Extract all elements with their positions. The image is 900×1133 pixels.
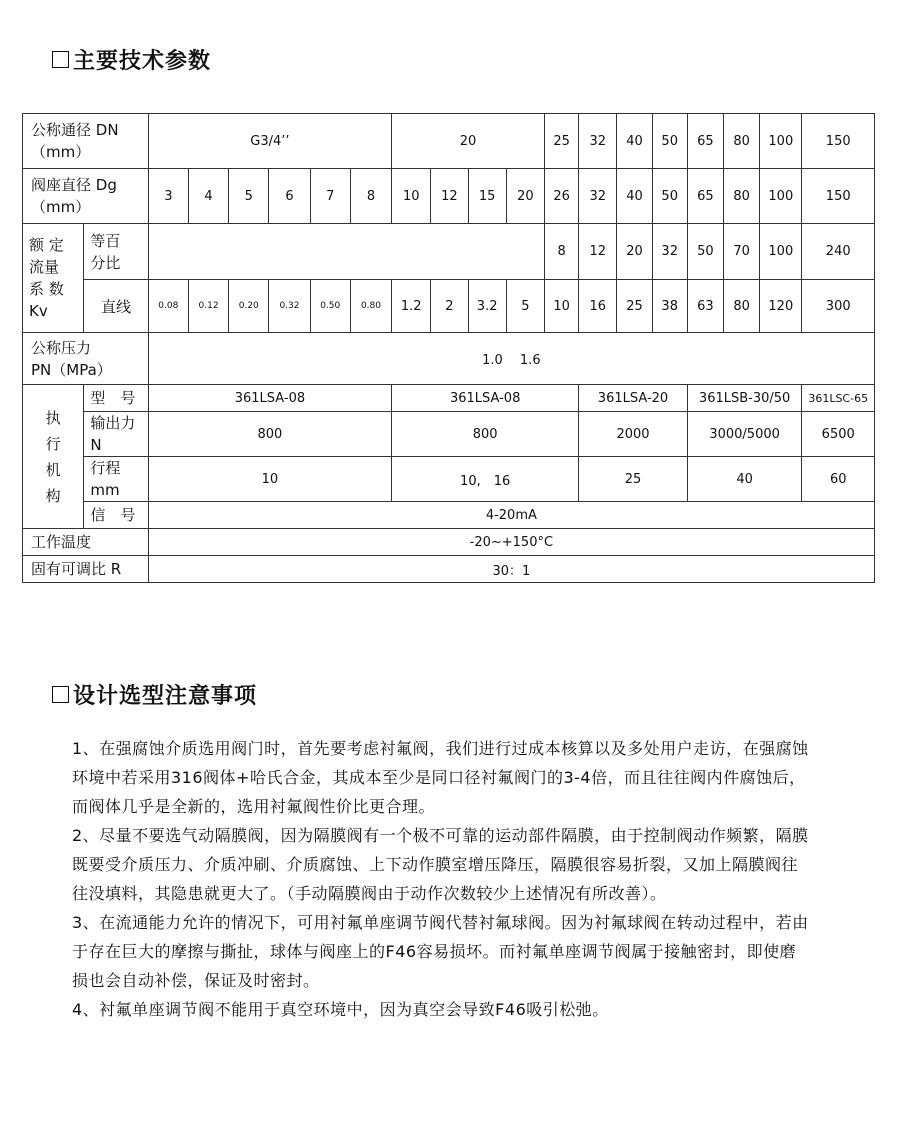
dg-cell: 3: [148, 169, 188, 224]
dg-cell: 50: [652, 169, 687, 224]
eq-cell: 20: [617, 224, 652, 280]
checkbox-square-icon: [52, 51, 69, 68]
lin-cell: 38: [652, 280, 687, 333]
stroke-cell: 10, 16: [392, 457, 579, 502]
stroke-label: 行程 mm: [84, 457, 148, 502]
checkbox-square-icon: [52, 686, 69, 703]
dg-cell: 15: [468, 169, 506, 224]
notes-list: [72, 734, 812, 1024]
model-cell: 361LSC-65: [802, 385, 875, 412]
signal-label: 信 号: [84, 502, 148, 529]
dn-cell: G3/4’’: [148, 114, 391, 169]
dg-cell: 100: [760, 169, 802, 224]
actuator-char: 执: [45, 408, 61, 427]
force-cell: 800: [392, 412, 579, 457]
dn-label-text: 公称通径 DN （mm）: [31, 121, 119, 161]
note-paragraph: 3、在流通能力允许的情况下，可用衬氟单座调节阀代替衬氟球阀。因为衬氟球阀在转动过程中，若由于存在巨大的摩擦与撕扯，球体与阀座上的F46容易损坏。而衬氟单座调节阀属于接触密封，即使磨损也会自动补偿，保证及时密封。: [72, 913, 809, 990]
dn-cell: 20: [392, 114, 545, 169]
force-cell: 800: [148, 412, 391, 457]
dn-cell: 50: [652, 114, 687, 169]
ratio-label: 固有可调比 R: [23, 556, 149, 583]
row-kv-linear: [23, 280, 875, 333]
dg-cell: 6: [269, 169, 310, 224]
row-signal: [23, 502, 875, 529]
lin-cell: 300: [802, 280, 875, 333]
lin-cell: 16: [579, 280, 617, 333]
lin-cell: 5: [506, 280, 544, 333]
lin-cell: 80: [724, 280, 760, 333]
row-force: [23, 412, 875, 457]
note-paragraph: 4、衬氟单座调节阀不能用于真空环境中，因为真空会导致F46吸引松弛。: [72, 1000, 609, 1019]
row-temp: [23, 529, 875, 556]
lin-cell: 25: [617, 280, 652, 333]
dn-cell: 100: [760, 114, 802, 169]
row-kv-eq: [23, 224, 875, 280]
eq-cell: 240: [802, 224, 875, 280]
dg-cell: 65: [687, 169, 723, 224]
eq-cell: 32: [652, 224, 687, 280]
lin-cell: 0.50: [310, 280, 350, 333]
lin-cell: 3.2: [468, 280, 506, 333]
stroke-cell: 10: [148, 457, 391, 502]
eq-cell: 70: [724, 224, 760, 280]
dg-label-text: 阀座直径 Dg （mm）: [31, 176, 117, 216]
lin-cell: 0.12: [188, 280, 228, 333]
linear-label: 直线: [84, 280, 148, 333]
stroke-cell: 40: [687, 457, 802, 502]
dg-cell: 4: [188, 169, 228, 224]
stroke-cell: 25: [579, 457, 688, 502]
row-stroke: [23, 457, 875, 502]
dn-cell: 32: [579, 114, 617, 169]
note-paragraph: 2、尽量不要选气动隔膜阀，因为隔膜阀有一个极不可靠的运动部件隔膜，由于控制阀动作频繁，隔膜既要受介质压力、介质冲刷、介质腐蚀、上下动作膜室增压降压，隔膜很容易折裂，又加上隔膜阀往往没填料，其隐患就更大了。（手动隔膜阀由于动作次数较少上述情况有所改善）。: [72, 826, 809, 903]
temp-label: 工作温度: [23, 529, 149, 556]
kv-label-b: 系 数 Kv: [29, 280, 64, 320]
dg-cell: 40: [617, 169, 652, 224]
dg-cell: 8: [350, 169, 391, 224]
pn-value: 1.0 1.6: [148, 333, 874, 385]
ratio-value: 30：1: [148, 556, 874, 583]
eq-empty-cell: [148, 224, 544, 280]
force-cell: 6500: [802, 412, 875, 457]
dg-cell: 32: [579, 169, 617, 224]
actuator-char: 行: [45, 434, 61, 453]
dg-cell: 12: [431, 169, 468, 224]
eq-cell: 12: [579, 224, 617, 280]
eq-cell: 50: [687, 224, 723, 280]
lin-cell: 1.2: [392, 280, 431, 333]
eq-cell: 8: [545, 224, 579, 280]
row-dg: [23, 169, 875, 224]
note-paragraph: 1、在强腐蚀介质选用阀门时，首先要考虑衬氟阀，我们进行过成本核算以及多处用户走访，在强腐蚀环境中若采用316阀体+哈氏合金，其成本至少是同口径衬氟阀门的3-4倍，而且往往阀内件腐蚀后，而阀体几乎是全新的，选用衬氟阀性价比更合理。: [72, 739, 809, 816]
kv-label: [23, 224, 84, 333]
force-cell: 2000: [579, 412, 688, 457]
temp-value: -20~+150°C: [148, 529, 874, 556]
lin-cell: 0.08: [148, 280, 188, 333]
dn-cell: 80: [724, 114, 760, 169]
lin-cell: 2: [431, 280, 468, 333]
model-cell: 361LSB-30/50: [687, 385, 802, 412]
dg-cell: 80: [724, 169, 760, 224]
section-title-text: 主要技术参数: [73, 49, 212, 74]
row-dn: [23, 114, 875, 169]
dg-cell: 10: [392, 169, 431, 224]
lin-cell: 0.32: [269, 280, 310, 333]
lin-cell: 63: [687, 280, 723, 333]
dn-cell: 25: [545, 114, 579, 169]
force-cell: 3000/5000: [687, 412, 802, 457]
row-ratio: [23, 556, 875, 583]
actuator-char: 机: [45, 460, 61, 479]
signal-value: 4-20mA: [148, 502, 874, 529]
model-cell: 361LSA-08: [148, 385, 391, 412]
actuator-label: [23, 385, 84, 529]
lin-cell: 0.80: [350, 280, 391, 333]
dg-label: [23, 169, 149, 224]
eq-label: [84, 224, 148, 280]
model-cell: 361LSA-08: [392, 385, 579, 412]
stroke-cell: 60: [802, 457, 875, 502]
dg-cell: 7: [310, 169, 350, 224]
kv-label-a: 额 定 流量: [29, 236, 64, 276]
lin-cell: 10: [545, 280, 579, 333]
section-title-specs: [52, 44, 211, 75]
dn-cell: 40: [617, 114, 652, 169]
row-model: [23, 385, 875, 412]
dg-cell: 26: [545, 169, 579, 224]
pn-label-text: 公称压力 PN（MPa）: [31, 338, 112, 379]
spec-table: [22, 113, 875, 583]
model-cell: 361LSA-20: [579, 385, 688, 412]
model-label: 型 号: [84, 385, 148, 412]
dg-cell: 150: [802, 169, 875, 224]
lin-cell: 0.20: [229, 280, 269, 333]
lin-cell: 120: [760, 280, 802, 333]
dn-label: [23, 114, 149, 169]
eq-label-text: 等百 分比: [90, 231, 121, 272]
pn-label: [23, 333, 149, 385]
dn-cell: 150: [802, 114, 875, 169]
actuator-char: 构: [45, 486, 61, 505]
dn-cell: 65: [687, 114, 723, 169]
section-title-text: 设计选型注意事项: [73, 684, 258, 709]
dg-cell: 5: [229, 169, 269, 224]
eq-cell: 100: [760, 224, 802, 280]
dg-cell: 20: [506, 169, 544, 224]
row-pn: [23, 333, 875, 385]
force-label: 输出力 N: [84, 412, 148, 457]
section-title-notes: [52, 679, 257, 710]
